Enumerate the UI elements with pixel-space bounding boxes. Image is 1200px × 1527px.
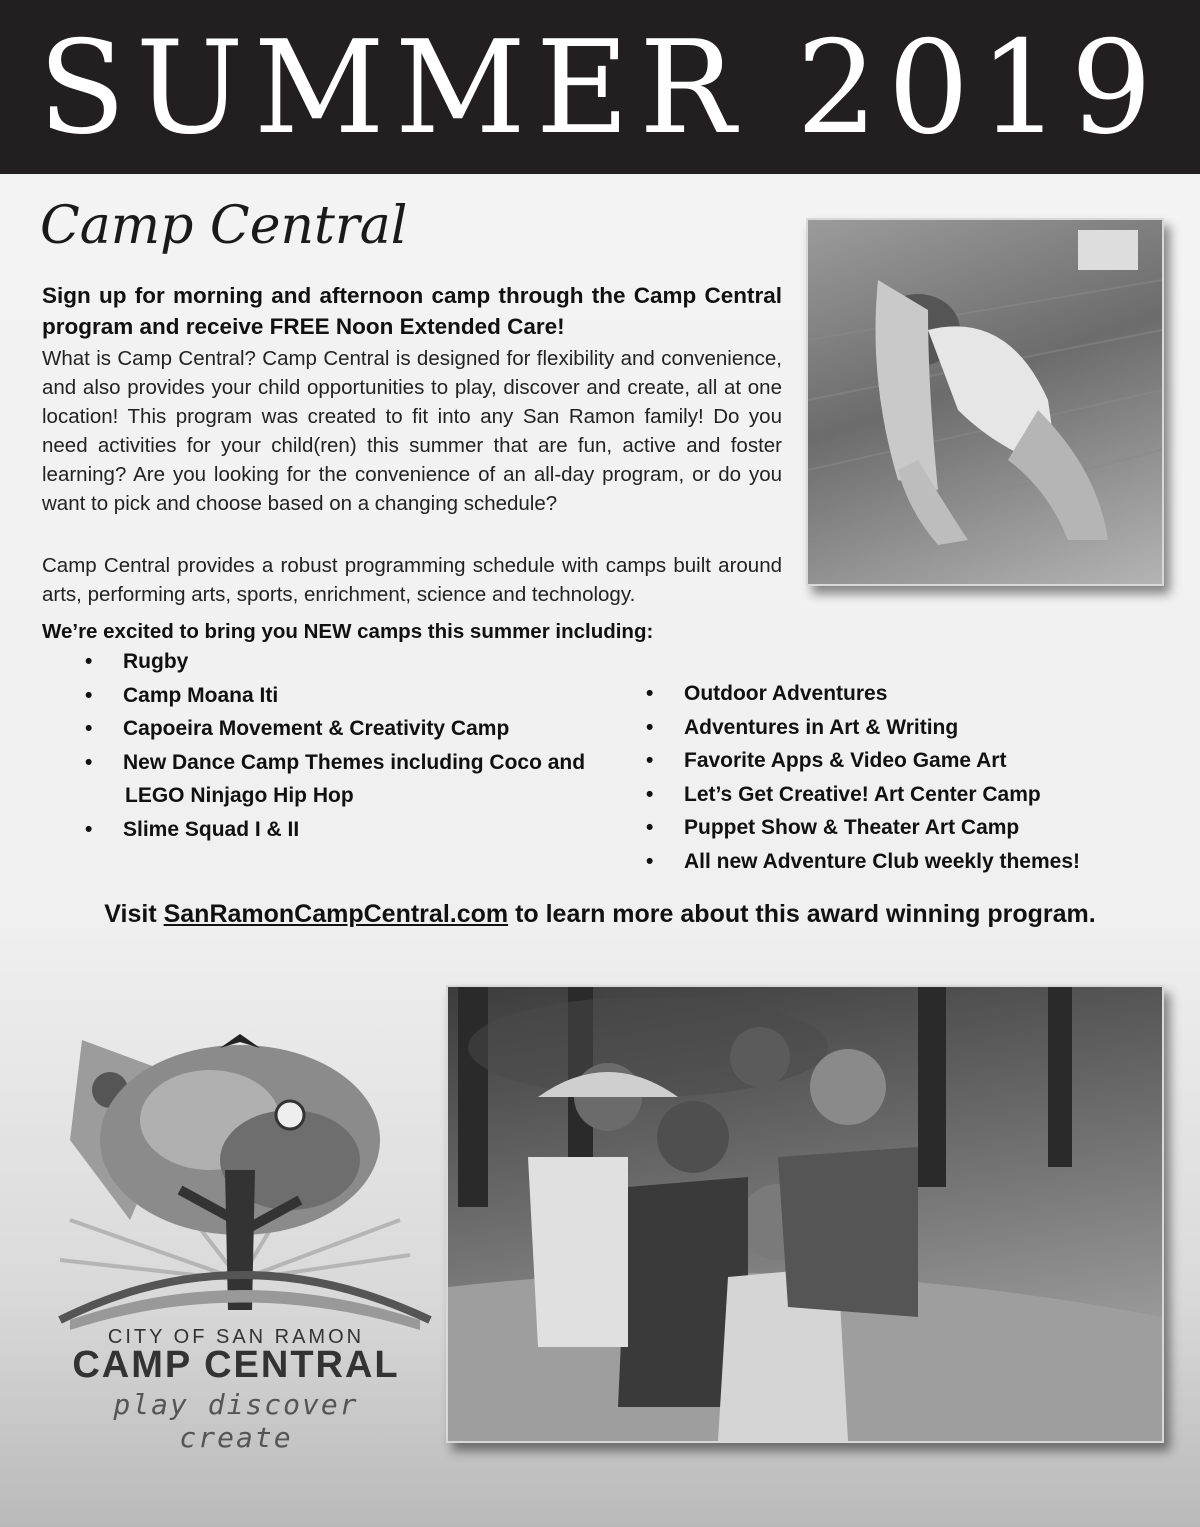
- list-item: • Outdoor Adventures: [646, 677, 1166, 711]
- list-item: • Puppet Show & Theater Art Camp: [646, 811, 1166, 845]
- list-item: • Favorite Apps & Video Game Art: [646, 744, 1166, 778]
- photo-child-stretching: [806, 218, 1164, 586]
- camps-list-left: [85, 645, 625, 846]
- new-camps-heading: We’re excited to bring you NEW camps this summer including:: [42, 620, 654, 643]
- lead-text: Sign up for morning and afternoon camp through the Camp Central program and receive FREE Noon Extended Care!: [42, 283, 782, 339]
- list-item: • Slime Squad I & II: [85, 813, 625, 847]
- programming-paragraph: Camp Central provides a robust programming schedule with camps built around arts, performing arts, sports, enrichment, science and technology.: [42, 554, 782, 606]
- logo-city-text: CITY OF SAN RAMON: [107, 1326, 365, 1348]
- list-item: • Camp Moana Iti: [85, 679, 625, 713]
- cta-suffix: to learn more about this award winning program.: [508, 900, 1096, 928]
- logo-name-text: CAMP CENTRAL: [72, 1344, 400, 1386]
- photo-kids-group: [446, 985, 1164, 1443]
- list-item: • Let’s Get Creative! Art Center Camp: [646, 778, 1166, 812]
- list-item: • New Dance Camp Themes including Coco and: [85, 746, 625, 780]
- photo-kids-group-illustration: [448, 987, 1162, 1441]
- list-item: • Rugby: [85, 645, 625, 679]
- website-link[interactable]: SanRamonCampCentral.com: [163, 900, 509, 928]
- call-to-action: [0, 900, 1200, 929]
- section-title: Camp Central: [40, 196, 408, 256]
- list-item-continuation: LEGO Ninjago Hip Hop: [125, 784, 354, 807]
- list-item: • Adventures in Art & Writing: [646, 711, 1166, 745]
- intro-paragraph: What is Camp Central? Camp Central is designed for flexibility and convenience, and also provides your child opportunities to play, discover and create, all at one location! This program was created to fit into any San Ramon family! Do you need activities for your child(ren) this summer that are fun, active and foster learning? Are you looking for the convenience of an all-day program, or do you want to pick and choose based on a changing schedule?: [42, 347, 782, 515]
- list-item: • All new Adventure Club weekly themes!: [646, 845, 1166, 879]
- header-banner: [0, 0, 1200, 174]
- logo-tagline-text: play discover create: [113, 1388, 359, 1454]
- photo-child-stretching-illustration: [808, 220, 1162, 584]
- cta-prefix: Visit: [104, 900, 164, 928]
- list-item: • Capoeira Movement & Creativity Camp: [85, 712, 625, 746]
- magnifier-icon: [276, 1101, 304, 1129]
- camps-list-right: [646, 677, 1166, 878]
- page-title: SUMMER 2019: [38, 14, 1162, 163]
